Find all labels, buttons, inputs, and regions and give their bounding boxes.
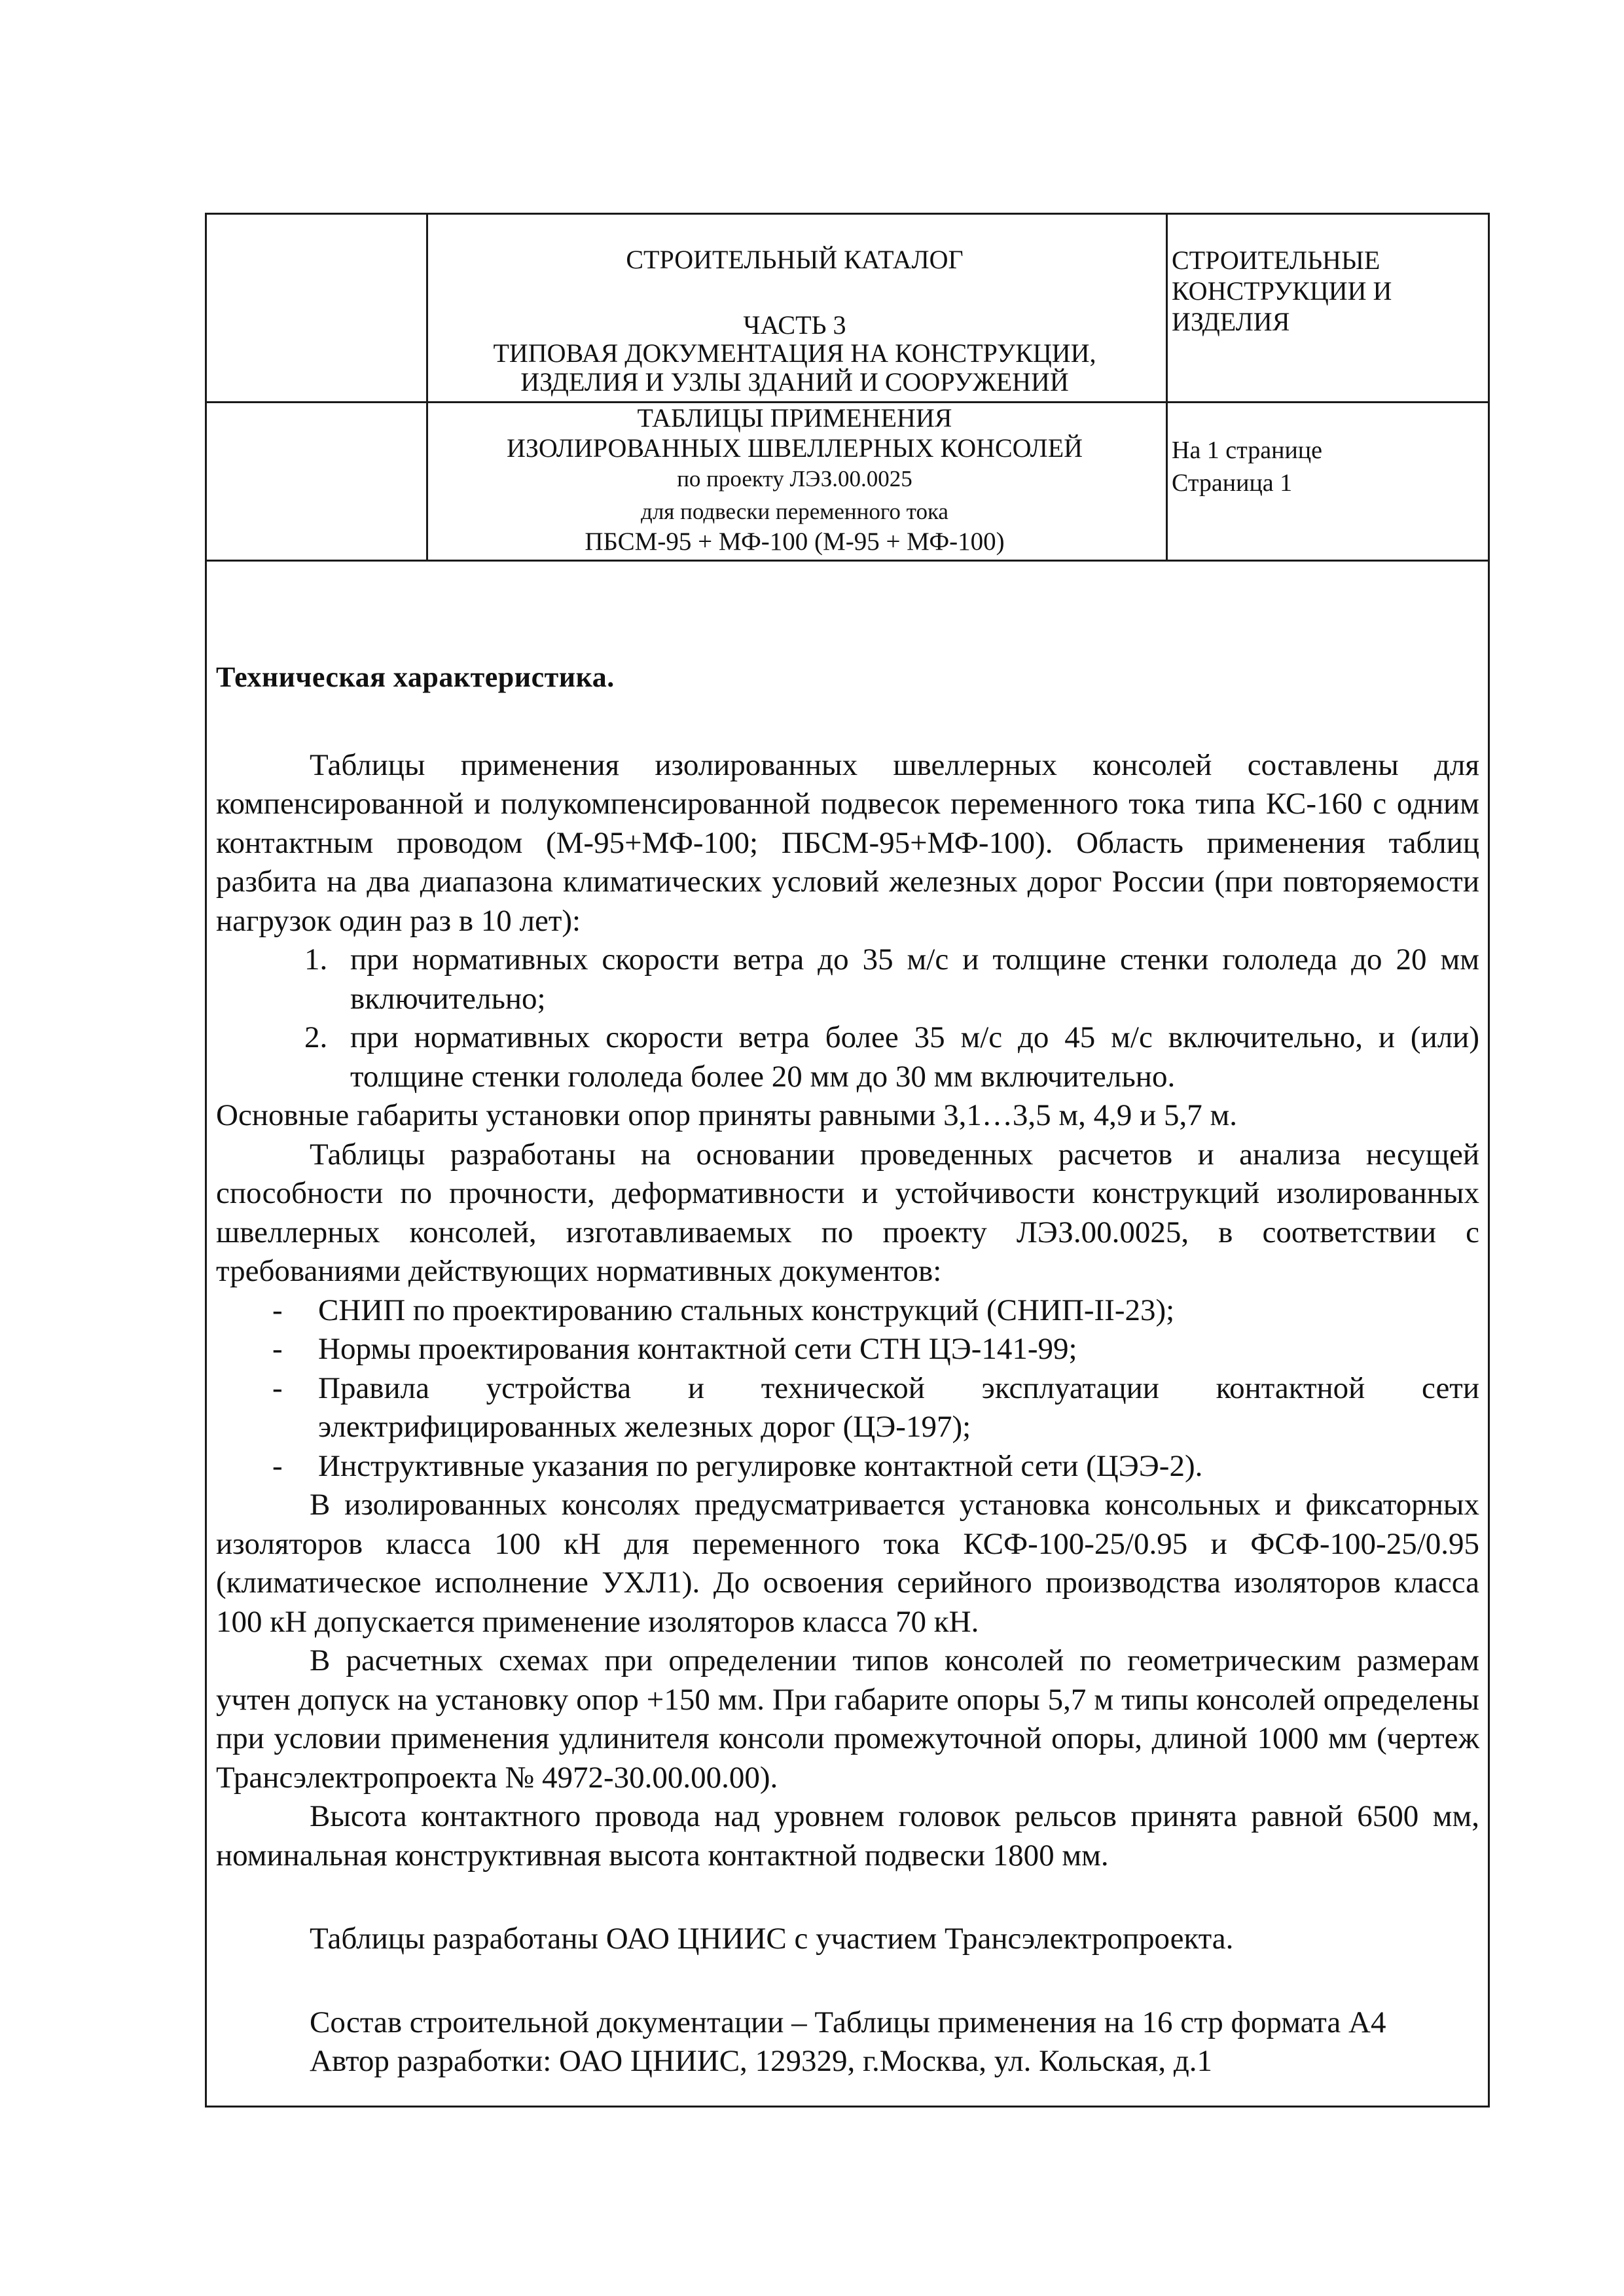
part-number: ЧАСТЬ 3 xyxy=(743,310,846,340)
page-current: Страница 1 xyxy=(1172,469,1293,497)
section-label-3: ИЗДЕЛИЯ xyxy=(1172,307,1290,336)
list-text: при нормативных скорости ветра до 35 м/с и толщине стенки гололеда до 20 мм включительно; xyxy=(350,942,1479,1016)
doc-title-1: ТАБЛИЦЫ ПРИМЕНЕНИЯ xyxy=(637,403,952,433)
doc-title-2: ИЗОЛИРОВАННЫХ ШВЕЛЛЕРНЫХ КОНСОЛЕЙ xyxy=(506,433,1083,463)
section-label-2: КОНСТРУКЦИИ И xyxy=(1172,276,1392,306)
list-marker: - xyxy=(272,1448,283,1483)
section-label-1: СТРОИТЕЛЬНЫЕ xyxy=(1172,245,1380,275)
list-item xyxy=(216,1369,1479,1447)
paragraph-2: Основные габариты установки опор приняты равными 3,1…3,5 м, 4,9 и 5,7 м. xyxy=(216,1098,1237,1132)
list-item xyxy=(216,941,1479,1018)
part-description-2: ИЗДЕЛИЯ И УЗЛЫ ЗДАНИЙ И СООРУЖЕНИЙ xyxy=(520,367,1069,397)
doc-purpose: для подвески переменного тока xyxy=(641,499,948,524)
list-item xyxy=(216,1291,1479,1331)
list-item xyxy=(216,1018,1479,1096)
list-text: при нормативных скорости ветра более 35 м/с до 45 м/с включительно, и (или) толщине стенки гололеда более 20 мм до 30 мм включительно. xyxy=(350,1020,1479,1094)
list-text: Правила устройства и технической эксплуатации контактной сети электрифицированных железных дорог (ЦЭ-197); xyxy=(318,1371,1479,1444)
list-text: Инструктивные указания по регулировке контактной сети (ЦЭЭ-2). xyxy=(318,1448,1203,1483)
paragraph-5: В расчетных схемах при определении типов консолей по геометрическим размерам учтен допуск на установку опор +150 мм. При габарите опоры 5,7 м типы консолей определены при условии применения удлинителя консоли промежуточной опоры, длиной 1000 мм (чертеж Трансэлектропроекта № 4972-30.00.00.00). xyxy=(216,1643,1479,1795)
list-marker: - xyxy=(272,1332,283,1366)
paragraph-6: Высота контактного провода над уровнем головок рельсов принята равной 6500 мм, номинальная конструктивная высота контактной подвески 1800 мм. xyxy=(216,1799,1479,1873)
pages-total: На 1 странице xyxy=(1172,437,1322,464)
doc-project: по проекту ЛЭЗ.00.0025 xyxy=(677,466,912,492)
list-item xyxy=(216,1330,1479,1369)
paragraph-3: Таблицы разработаны на основании проведенных расчетов и анализа несущей способности по прочности, деформативности и устойчивости конструкций изолированных швеллерных консолей, изготавливаемых по проекту ЛЭЗ.00.0025, в соответствии с требованиями действующих нормативных документов: xyxy=(216,1137,1479,1288)
list-marker: - xyxy=(272,1371,283,1405)
header-bottom-border xyxy=(207,560,1488,562)
list-text: Нормы проектирования контактной сети СТН ЦЭ-141-99; xyxy=(318,1332,1077,1366)
paragraph-7: Таблицы разработаны ОАО ЦНИИС с участием Трансэлектропроекта. xyxy=(310,1922,1234,1956)
list-marker: - xyxy=(272,1293,283,1327)
spacer xyxy=(216,697,1479,746)
paragraph-1: Таблицы применения изолированных швеллерных консолей составлены для компенсированной и полукомпенсированной подвесок переменного тока типа КС-160 с одним контактным проводом (М-95+МФ-100; ПБСМ-95+МФ-100). Область применения таблиц разбита на два диапазона климатических условий железных дорог России (при повторяемости нагрузок один раз в 10 лет): xyxy=(216,747,1479,938)
list-text: СНИП по проектированию стальных конструкций (СНИП-II-23); xyxy=(318,1293,1175,1327)
catalog-title: СТРОИТЕЛЬНЫЙ КАТАЛОГ xyxy=(626,245,964,274)
paragraph-4: В изолированных консолях предусматривается установка консольных и фиксаторных изоляторов класса 100 кН для переменного тока КСФ-100-25/0.95 и ФСФ-100-25/0.95 (климатическое исполнение УХЛ1). До освоения серийного производства изоляторов класса 100 кН допускается применение изоляторов класса 70 кН. xyxy=(216,1488,1479,1639)
list-marker: 1. xyxy=(304,942,328,977)
doc-wires: ПБСМ-95 + МФ-100 (М-95 + МФ-100) xyxy=(585,528,1005,556)
list-item xyxy=(216,1447,1479,1486)
document-body xyxy=(216,658,1479,2081)
list-marker: 2. xyxy=(304,1020,328,1054)
part-description-1: ТИПОВАЯ ДОКУМЕНТАЦИЯ НА КОНСТРУКЦИИ, xyxy=(493,338,1096,368)
paragraph-9: Автор разработки: ОАО ЦНИИС, 129329, г.Москва, ул. Кольская, д.1 xyxy=(310,2044,1212,2078)
body-heading: Техническая характеристика. xyxy=(216,661,615,693)
header-col-divider-right xyxy=(1166,215,1168,560)
spacer xyxy=(216,1875,1479,1920)
paragraph-8: Состав строительной документации – Таблицы применения на 16 стр формата А4 xyxy=(310,2005,1386,2039)
spacer xyxy=(216,1959,1479,2003)
